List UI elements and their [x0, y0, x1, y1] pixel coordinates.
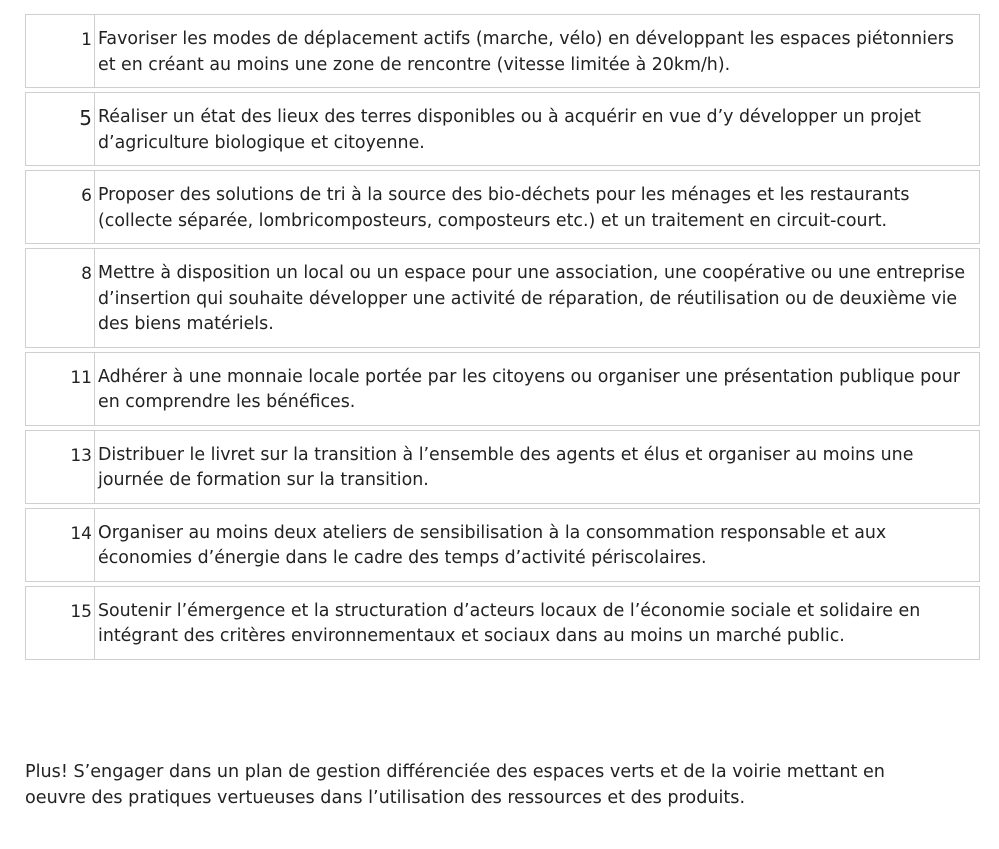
plus-paragraph: Plus! S’engager dans un plan de gestion différenciée des espaces verts et de la voirie mettant en oeuvre des pratiques vertueuses dans l’utilisation des ressources et des produits. [25, 762, 885, 808]
actions-table [25, 14, 980, 664]
action-number: 5 [26, 93, 95, 165]
table-row [25, 248, 980, 348]
action-number: 13 [26, 431, 95, 503]
action-text: Adhérer à une monnaie locale portée par les citoyens ou organiser une présentation publique pour en comprendre les bénéfices. [98, 366, 960, 412]
table-row [25, 14, 980, 88]
action-text: Mettre à disposition un local ou un espace pour une association, une coopérative ou une entreprise d’insertion qui souhaite développer une activité de réparation, de réutilisation ou de deuxième vie des biens matériels. [98, 263, 966, 334]
action-number: 11 [26, 353, 95, 425]
action-number: 15 [26, 587, 95, 659]
action-text: Distribuer le livret sur la transition à l’ensemble des agents et élus et organiser au moins une journée de formation sur la transition. [98, 444, 914, 490]
action-number: 1 [26, 15, 95, 87]
action-text: Organiser au moins deux ateliers de sensibilisation à la consommation responsable et aux économies d’énergie dans le cadre des temps d’activité périscolaires. [98, 522, 887, 568]
table-row [25, 430, 980, 504]
table-row [25, 508, 980, 582]
action-text: Favoriser les modes de déplacement actifs (marche, vélo) en développant les espaces piétonniers et en créant au moins une zone de rencontre (vitesse limitée à 20km/h). [98, 29, 954, 75]
action-text: Soutenir l’émergence et la structuration d’acteurs locaux de l’économie sociale et solidaire en intégrant des critères environnementaux et sociaux dans au moins un marché public. [98, 600, 921, 646]
table-row [25, 352, 980, 426]
table-row [25, 586, 980, 660]
action-text: Réaliser un état des lieux des terres disponibles ou à acquérir en vue d’y développer un projet d’agriculture biologique et citoyenne. [98, 107, 921, 153]
action-number: 6 [26, 171, 95, 243]
action-number: 8 [26, 249, 95, 347]
table-row [25, 92, 980, 166]
action-number: 14 [26, 509, 95, 581]
action-text: Proposer des solutions de tri à la source des bio-déchets pour les ménages et les restaurants (collecte séparée, lombricomposteurs, composteurs etc.) et un traitement en circuit-court. [98, 185, 910, 231]
table-row [25, 170, 980, 244]
